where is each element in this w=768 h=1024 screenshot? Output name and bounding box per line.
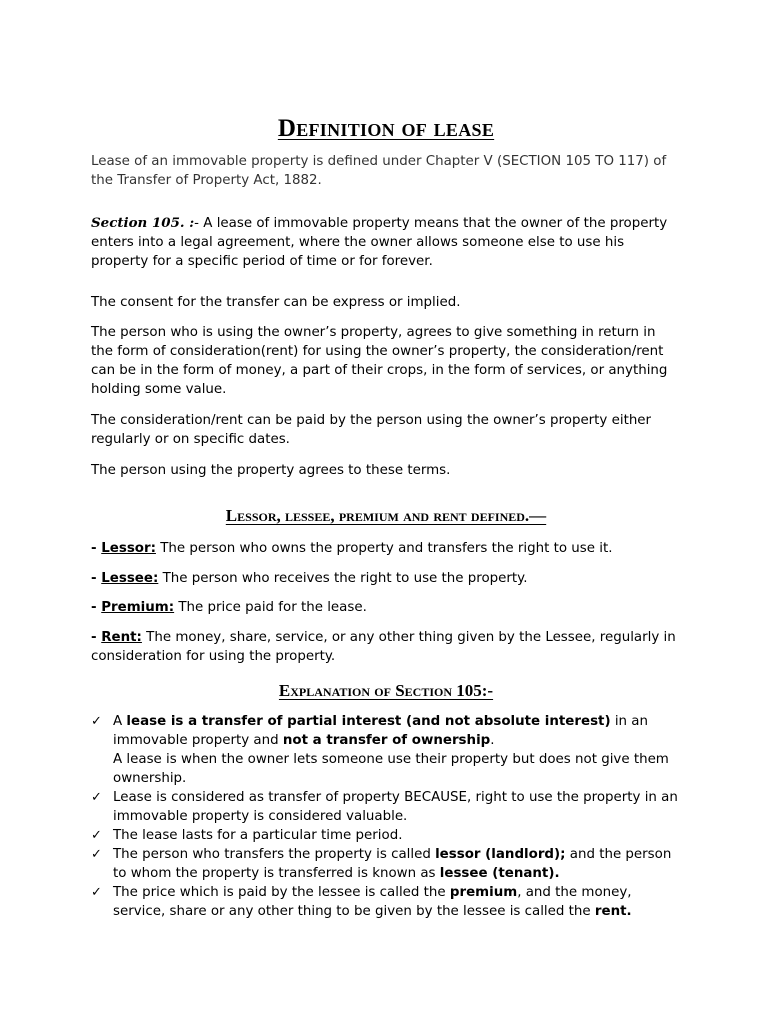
- definition-lessor: - Lessor: The person who owns the property and transfers the right to use it.: [91, 541, 613, 556]
- agreement-paragraph: The person using the property agrees to these terms.: [91, 463, 451, 478]
- explanation-list: [91, 712, 681, 921]
- checkmark-icon: ✓: [91, 790, 102, 805]
- consideration-paragraph: The person who is using the owner’s property, agrees to give something in return in the form of consideration(rent) for using the owner’s property, the consideration/rent can be in the form of money, a part of their crops, in the form of services, or anything holding some value.: [91, 325, 668, 397]
- checkmark-icon: ✓: [91, 847, 102, 862]
- list-item: ✓ The lease lasts for a particular time period.: [91, 828, 403, 843]
- definition-rent: - Rent: The money, share, service, or any other thing given by the Lessee, regularly in consideration for using the property.: [91, 630, 676, 664]
- definition-premium: - Premium: The price paid for the lease.: [91, 600, 367, 615]
- term-premium: Premium:: [101, 600, 175, 615]
- term-lessor: Lessor:: [101, 541, 156, 556]
- list-item: ✓ A lease is a transfer of partial interest (and not absolute interest) in an immovable property and not a transfer of ownership. A lease is when the owner lets someone use their property but does not give them ownership.: [91, 714, 669, 786]
- document-title: Definition of lease: [277, 115, 495, 142]
- term-rent: Rent:: [101, 630, 142, 645]
- definition-lessee: - Lessee: The person who receives the right to use the property.: [91, 571, 528, 586]
- checkmark-icon: ✓: [91, 885, 102, 900]
- definitions-heading: Lessor, lessee, premium and rent defined.—: [225, 506, 547, 525]
- payment-paragraph: The consideration/rent can be paid by the person using the owner’s property either regularly or on specific dates.: [91, 413, 652, 447]
- section-105-dash: -: [194, 216, 200, 231]
- term-lessee: Lessee:: [101, 571, 159, 586]
- list-item: ✓ The price which is paid by the lessee is called the premium, and the money, service, share or any other thing to be given by the lessee is called the rent.: [91, 885, 632, 919]
- section-105-paragraph: [91, 214, 681, 271]
- checkmark-icon: ✓: [91, 714, 102, 729]
- section-105-text: A lease of immovable property means that the owner of the property enters into a legal agreement, where the owner allows someone else to use his property for a specific period of time or for forever.: [91, 216, 668, 269]
- list-item: ✓ The person who transfers the property is called lessor (landlord); and the person to whom the property is transferred is known as lessee (tenant).: [91, 847, 672, 881]
- checkmark-icon: ✓: [91, 828, 102, 843]
- intro-paragraph: Lease of an immovable property is defined under Chapter V (SECTION 105 TO 117) of the Transfer of Property Act, 1882.: [91, 154, 667, 188]
- consent-paragraph: The consent for the transfer can be express or implied.: [91, 295, 461, 310]
- list-item: ✓ Lease is considered as transfer of property BECAUSE, right to use the property in an immovable property is considered valuable.: [91, 790, 678, 824]
- explanation-heading: Explanation of Section 105:-: [278, 681, 494, 700]
- section-105-label: Section 105. :: [91, 215, 195, 231]
